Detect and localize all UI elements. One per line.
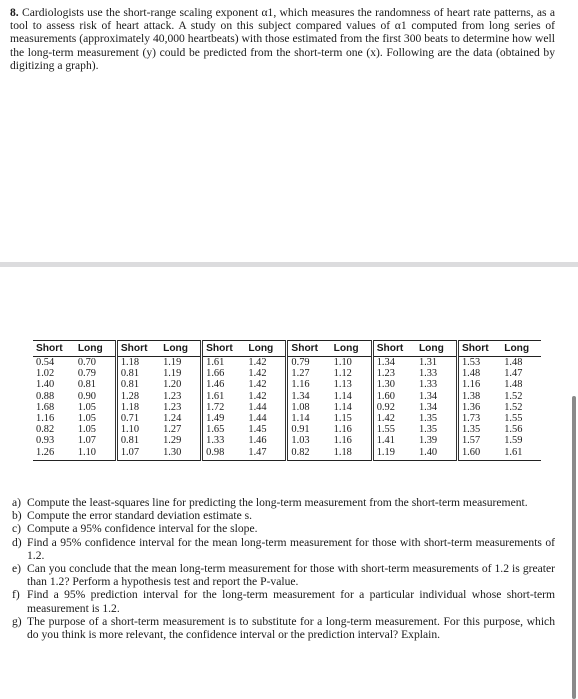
table-cell: 1.60 [457, 447, 501, 461]
table-cell: 1.42 [245, 379, 287, 390]
question-list [12, 496, 555, 641]
table-cell: 0.79 [75, 368, 117, 379]
table-cell: 1.66 [206, 368, 225, 380]
problem-statement [10, 6, 555, 72]
table-cell: 1.19 [160, 357, 202, 369]
table-cell: 1.42 [245, 357, 287, 369]
table-cell: 0.79 [291, 357, 310, 368]
table-cell: 1.08 [291, 401, 310, 413]
table-cell: 1.14 [291, 413, 310, 425]
table-cell: 1.10 [120, 424, 140, 436]
table-cell: 1.30 [160, 447, 202, 461]
column-header: Short [457, 341, 501, 357]
table-row [33, 357, 541, 369]
column-header: Long [75, 341, 117, 357]
table-row [33, 435, 541, 446]
table-cell: 1.55 [504, 413, 523, 425]
table-cell: 1.16 [36, 413, 55, 425]
table-cell: 1.12 [331, 368, 373, 379]
table-cell: 1.65 [206, 424, 225, 436]
question-label: g) [12, 614, 22, 628]
question-label: e) [12, 562, 22, 576]
table-cell: 1.10 [75, 447, 117, 461]
table-cell: 1.42 [245, 368, 287, 379]
table-cell: 0.81 [120, 435, 140, 447]
question-label: c) [12, 522, 22, 536]
column-header: Short [116, 341, 160, 357]
table-cell: 1.34 [416, 391, 458, 402]
question-text: The purpose of a short-term measurement is to substitute for a long-term measurement. For this purpose, which do you think is more relevant, the confidence interval or the prediction interval? Explain. [27, 614, 555, 642]
column-header: Short [33, 341, 75, 357]
question-text: Can you conclude that the mean long-term measurement for those with short-term measurements of 1.2 is greater than 1.2? Perform a hypothesis test and report the P-value. [27, 562, 555, 589]
table-cell: 1.28 [120, 390, 140, 402]
table-cell: 0.81 [120, 379, 140, 391]
table-cell: 0.70 [75, 357, 117, 369]
question-label: a) [12, 496, 22, 509]
table-cell: 0.92 [376, 401, 395, 413]
table-cell: 1.68 [36, 401, 55, 413]
table-cell: 1.16 [461, 379, 481, 391]
table-cell: 1.34 [291, 390, 310, 402]
table-cell: 1.46 [245, 435, 287, 446]
table-cell: 1.34 [416, 402, 458, 413]
question-text: Compute the least-squares line for predicting the long-term measurement from the short-term measurement. [27, 496, 528, 509]
table-cell: 1.20 [160, 379, 202, 390]
table-body [33, 357, 541, 461]
table-cell: 1.48 [461, 368, 481, 380]
question-item [12, 509, 555, 522]
table-cell: 1.56 [504, 424, 523, 436]
table-row [33, 424, 541, 435]
table-cell: 1.72 [206, 401, 225, 413]
table-cell: 1.42 [376, 413, 395, 425]
table-cell: 1.35 [416, 413, 458, 424]
page-divider [0, 262, 578, 267]
table-cell: 1.10 [331, 357, 373, 369]
question-item [12, 522, 555, 535]
table-cell: 1.33 [416, 368, 458, 379]
table-cell: 1.45 [245, 424, 287, 435]
question-text: Compute a 95% confidence interval for the slope. [27, 522, 258, 536]
column-header: Long [501, 341, 541, 357]
table-cell: 1.31 [416, 357, 458, 369]
table-cell: 1.41 [376, 435, 395, 447]
table-cell: 1.44 [245, 402, 287, 413]
table-cell: 1.07 [75, 435, 117, 446]
problem-number: 8. [10, 6, 19, 19]
table-cell: 1.52 [504, 401, 523, 413]
table-cell: 1.14 [331, 402, 373, 413]
table-cell: 1.48 [504, 357, 523, 368]
problem-text: Cardiologists use the short-range scaling exponent α1, which measures the randomness of heart rate patterns, as a tool to assess risk of heart attack. A study on this subject compared values of α1 computed from long series of measurements (approximately 40,000 heartbeats) with those estimated from the first 300 beats to determine how well the long-term measurement (y) could be predicted from the short-term one (x). Following are the data (obtained by digitizing a graph). [10, 6, 555, 72]
table-cell: 1.27 [291, 368, 310, 380]
data-table [33, 340, 541, 461]
table-cell: 1.03 [291, 435, 310, 447]
table-cell: 1.52 [504, 390, 523, 402]
table-cell: 0.90 [75, 391, 117, 402]
question-text: Find a 95% prediction interval for the long-term measurement for a particular individual whose short-term measurement is 1.2. [27, 588, 555, 615]
table-cell: 0.98 [202, 447, 246, 461]
table-cell: 1.27 [160, 424, 202, 435]
table-cell: 1.35 [461, 424, 481, 436]
table-cell: 1.38 [461, 390, 481, 402]
scrollbar[interactable] [572, 396, 576, 699]
table-cell: 1.47 [245, 447, 287, 461]
column-header: Short [372, 341, 416, 357]
table-cell: 1.18 [120, 401, 140, 413]
table-cell: 0.81 [75, 379, 117, 390]
table-header-row [33, 341, 541, 357]
table-cell: 1.40 [416, 447, 458, 461]
table-cell: 1.36 [461, 401, 481, 413]
table-cell: 1.33 [416, 379, 458, 390]
table-cell: 1.05 [75, 413, 117, 424]
table-cell: 1.23 [160, 402, 202, 413]
table-cell: 1.19 [372, 447, 416, 461]
table-cell: 1.16 [331, 435, 373, 446]
question-item [12, 536, 555, 562]
question-item [12, 588, 555, 614]
column-header: Long [331, 341, 373, 357]
table-cell: 1.49 [206, 413, 225, 425]
table-cell: 1.29 [160, 435, 202, 446]
table-cell: 1.26 [33, 447, 75, 461]
question-item [12, 496, 555, 509]
column-header: Long [245, 341, 287, 357]
table-cell: 1.15 [331, 413, 373, 424]
table-cell: 0.81 [120, 368, 140, 380]
table-cell: 1.24 [160, 413, 202, 424]
table-cell: 1.44 [245, 413, 287, 424]
table-cell: 1.05 [75, 402, 117, 413]
table-cell: 1.59 [504, 435, 523, 447]
table-cell: 0.82 [36, 424, 55, 436]
table-cell: 1.61 [501, 447, 541, 461]
question-text: Compute the error standard deviation estimate s. [27, 509, 253, 523]
table-cell: 1.18 [331, 447, 373, 461]
table-cell: 0.88 [36, 390, 55, 402]
table-cell: 1.35 [416, 424, 458, 435]
table-cell: 1.48 [504, 379, 523, 391]
table-cell: 0.54 [36, 357, 55, 368]
table-cell: 1.60 [376, 390, 395, 402]
table-cell: 1.34 [376, 357, 395, 368]
table-cell: 0.71 [120, 413, 140, 425]
table-cell: 1.07 [116, 447, 160, 461]
table-cell: 1.19 [160, 368, 202, 379]
question-label: f) [12, 588, 20, 602]
table-cell: 1.18 [120, 357, 140, 368]
table-cell: 1.39 [416, 435, 458, 446]
table-cell: 1.02 [36, 368, 55, 380]
table-cell: 1.05 [75, 424, 117, 435]
table-row [33, 447, 541, 461]
table-cell: 1.53 [461, 357, 481, 368]
question-text: Find a 95% confidence interval for the mean long-term measurement for those with short-term measurements of 1.2. [27, 535, 555, 562]
question-label: d) [12, 535, 22, 549]
table-cell: 1.47 [504, 368, 523, 380]
table-cell: 1.23 [376, 368, 395, 380]
table-cell: 0.93 [36, 435, 55, 447]
table-cell: 1.16 [331, 424, 373, 435]
table-cell: 1.73 [461, 413, 481, 425]
table-cell: 0.91 [291, 424, 310, 436]
table-cell: 1.40 [36, 379, 55, 391]
table-cell: 1.30 [376, 379, 395, 391]
column-header: Long [416, 341, 458, 357]
table-cell: 0.82 [287, 447, 331, 461]
question-item [12, 615, 555, 641]
column-header: Short [287, 341, 331, 357]
table-row [33, 391, 541, 402]
table-cell: 1.16 [291, 379, 310, 391]
table-cell: 1.42 [245, 391, 287, 402]
table-row [33, 413, 541, 424]
table-row [33, 402, 541, 413]
table-cell: 1.61 [206, 390, 225, 402]
question-label: b) [12, 509, 22, 523]
question-item [12, 562, 555, 588]
table-cell: 1.14 [331, 391, 373, 402]
table-cell: 1.46 [206, 379, 225, 391]
table-cell: 1.13 [331, 379, 373, 390]
column-header: Short [202, 341, 246, 357]
table-cell: 1.55 [376, 424, 395, 436]
column-header: Long [160, 341, 202, 357]
table-cell: 1.33 [206, 435, 225, 447]
table-cell: 1.61 [206, 357, 225, 368]
table-row [33, 368, 541, 379]
table-cell: 1.23 [160, 391, 202, 402]
table-cell: 1.57 [461, 435, 481, 447]
table-row [33, 379, 541, 390]
